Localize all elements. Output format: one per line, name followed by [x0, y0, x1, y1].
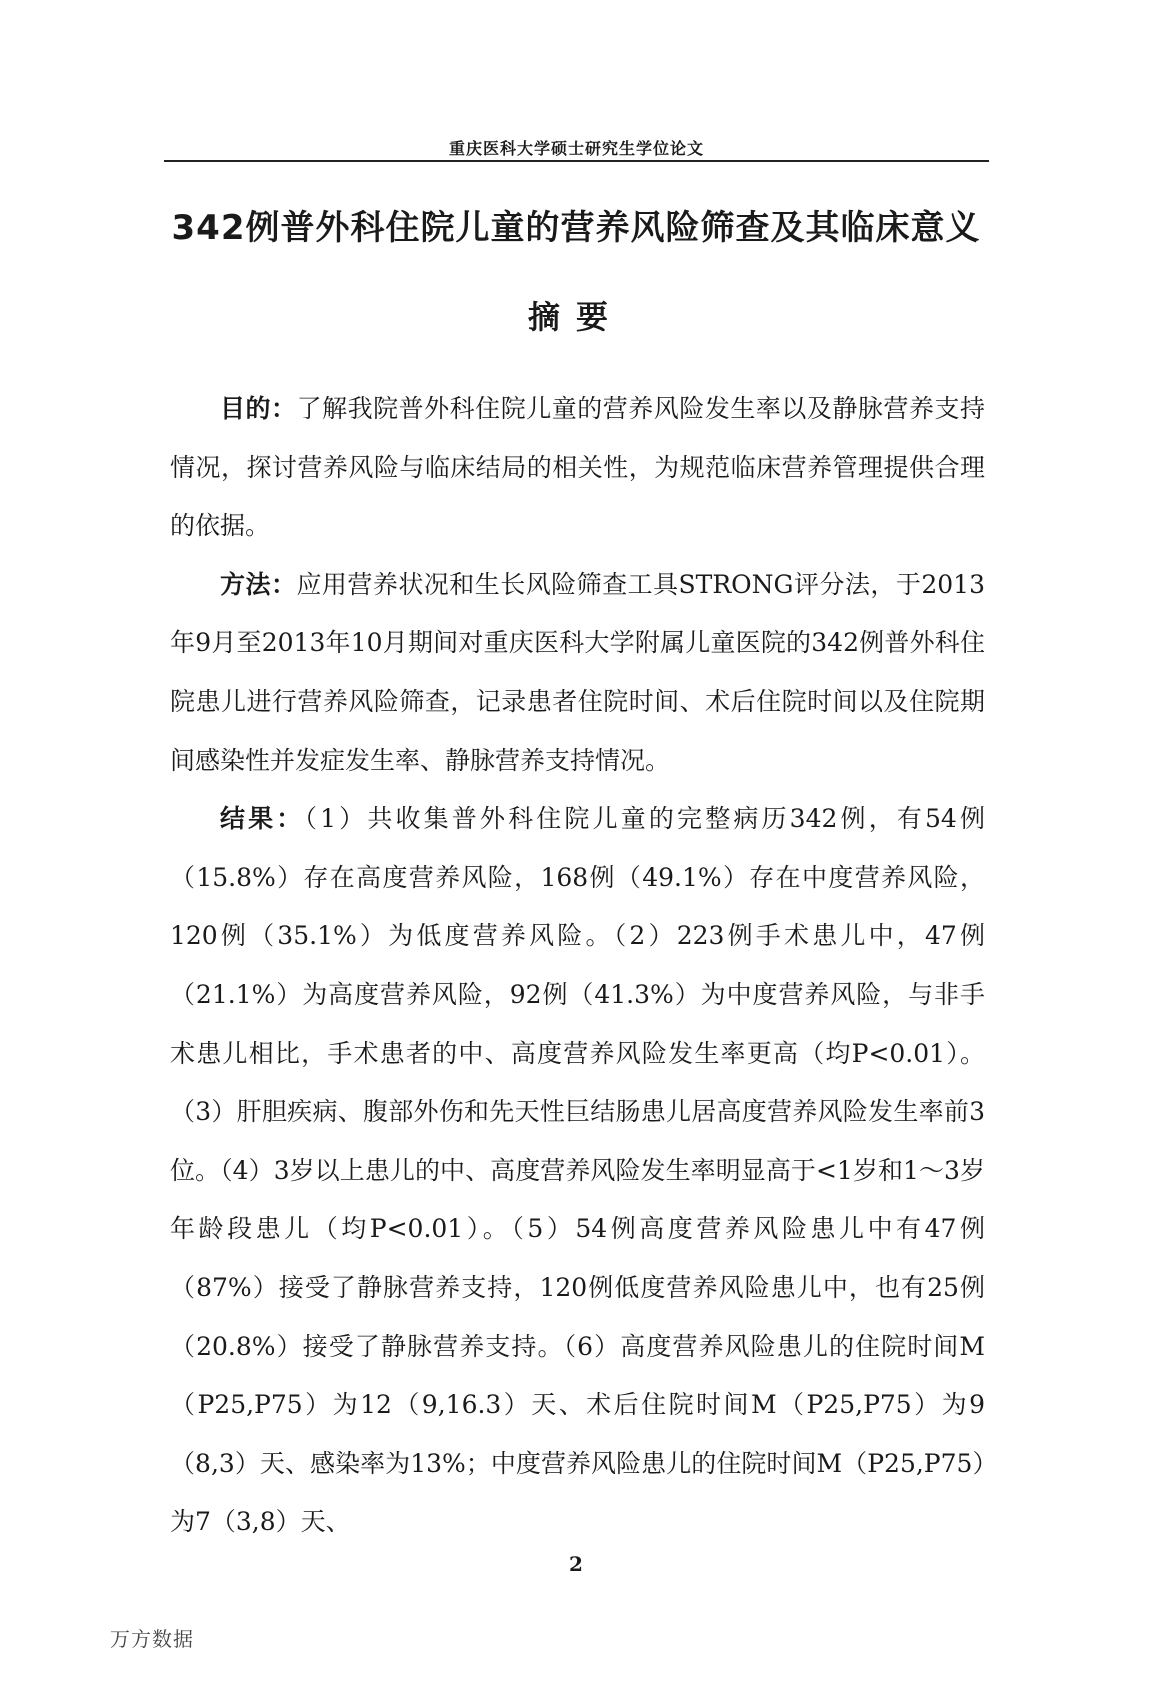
abstract-body — [170, 380, 985, 1552]
methods-label: 方法： — [220, 569, 297, 599]
paper-title: 342例普外科住院儿童的营养风险筛查及其临床意义 — [171, 208, 981, 248]
page-number: 2 — [569, 1552, 583, 1576]
results-paragraph — [170, 790, 985, 1552]
abstract-heading: 摘要 — [527, 298, 624, 336]
header-rule — [164, 160, 989, 162]
footer-watermark: 万方数据 — [110, 1627, 194, 1651]
purpose-paragraph — [170, 380, 985, 556]
methods-text: 应用营养状况和生长风险筛查工具STRONG评分法，于2013年9月至2013年10月期间对重庆医科大学附属儿童医院的342例普外科住院患儿进行营养风险筛查，记录患者住院时间、术后住院时间以及住院期间感染性并发症发生率、静脉营养支持情况。 — [170, 569, 985, 775]
methods-paragraph — [170, 556, 985, 790]
results-label: 结果： — [220, 804, 305, 834]
results-text: （1）共收集普外科住院儿童的完整病历342例，有54例（15.8%）存在高度营养风险，168例（49.1%）存在中度营养风险，120例（35.1%）为低度营养风险。（2）223例手术患儿中，47例（21.1%）为高度营养风险，92例（41.3%）为中度营养风险，与非手术患儿相比，手术患者的中、高度营养风险发生率更高（均P<0.01）。（3）肝胆疾病、腹部外伤和先天性巨结肠患儿居高度营养风险发生率前3位。（4）3岁以上患儿的中、高度营养风险发生率明显高于<1岁和1～3岁年龄段患儿（均P<0.01）。（5）54例高度营养风险患儿中有47例（87%）接受了静脉营养支持，120例低度营养风险患儿中，也有25例（20.8%）接受了静脉营养支持。（6）高度营养风险患儿的住院时间M（P25,P75）为12（9,16.3）天、术后住院时间M（P25,P75）为9（8,3）天、感染率为13%；中度营养风险患儿的住院时间M（P25,P75）为7（3,8）天、 — [170, 804, 985, 1537]
purpose-label: 目的： — [220, 394, 297, 423]
running-header: 重庆医科大学硕士研究生学位论文 — [448, 139, 704, 158]
purpose-text: 了解我院普外科住院儿童的营养风险发生率以及静脉营养支持情况，探讨营养风险与临床结局的相关性，为规范临床营养管理提供合理的依据。 — [170, 394, 985, 541]
